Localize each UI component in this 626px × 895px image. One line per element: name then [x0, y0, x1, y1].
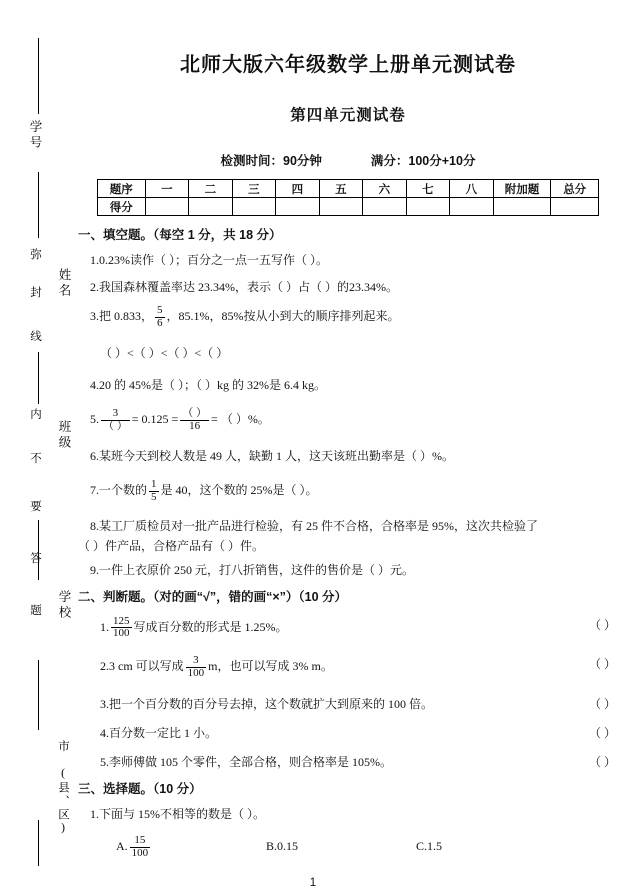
question-1-5-eq2: = （ ）%。 — [211, 411, 270, 426]
fraction-denominator[interactable]: （ ） — [103, 419, 128, 432]
seal-divider-5 — [38, 660, 39, 730]
seal-label-class: 班级 — [57, 420, 71, 451]
seal-char-7: 题 — [29, 604, 41, 618]
section-3-heading: 三、选择题。（10 分） — [78, 782, 202, 796]
choice-a[interactable] — [116, 835, 266, 860]
question-2-5-text: 5.李师傅做 105 个零件，全部合格，则合格率是 105%。 — [100, 755, 392, 769]
seal-label-student-id: 学号 — [28, 120, 42, 151]
question-1-8-line1: 8.某工厂质检员对一批产品进行检验，有 25 件不合格，合格率是 95%，这次共检验了 — [90, 519, 538, 534]
question-1-5-pre: 5. — [90, 411, 99, 426]
question-1-3-answer-line[interactable]: （ ）<（ ）<（ ）<（ ） — [100, 345, 229, 360]
exam-time-label: 检测时间：90分钟 — [220, 154, 322, 168]
score-cell-2[interactable] — [189, 198, 233, 216]
fraction-numerator: 125 — [113, 614, 130, 627]
score-cell-1[interactable] — [145, 198, 189, 216]
judge-mark-2[interactable]: （ ） — [588, 657, 616, 672]
seal-char-5: 要 — [29, 500, 41, 514]
fraction-numerator: 3 — [193, 654, 199, 667]
score-col-extra: 附加题 — [493, 180, 551, 198]
score-col-1: 一 — [145, 180, 189, 198]
question-2-3-text: 3.把一个百分数的百分号去掉，这个数就扩大到原来的 100 倍。 — [100, 697, 434, 711]
score-col-3: 三 — [232, 180, 276, 198]
section-2-heading: 二、判断题。（对的画“√”，错的画“×”）（10 分） — [78, 590, 348, 605]
score-cell-4[interactable] — [276, 198, 320, 216]
exam-info-line — [70, 151, 626, 169]
question-1-2: 2.我国森林覆盖率达 23.34%，表示（ ）占（ ）的23.34%。 — [90, 280, 398, 295]
score-table-row2-label: 得分 — [98, 198, 146, 216]
seal-char-4: 不 — [29, 452, 41, 466]
score-cell-5[interactable] — [319, 198, 363, 216]
seal-label-city: 市 (县、区) — [57, 740, 69, 836]
fraction-numerator: 15 — [134, 834, 146, 847]
question-2-2 — [100, 655, 620, 680]
choice-c[interactable]: C.1.5 — [416, 838, 443, 853]
fraction-125-100 — [111, 616, 132, 641]
score-col-2: 二 — [189, 180, 233, 198]
page-subtitle: 第四单元测试卷 — [290, 107, 406, 124]
seal-char-3: 内 — [29, 408, 41, 422]
fraction-denominator: 6 — [157, 317, 163, 329]
seal-divider-2 — [38, 172, 39, 238]
score-cell-7[interactable] — [406, 198, 450, 216]
question-1-3-post: ，85.1%，85%按从小到大的顺序排列起来。 — [166, 308, 400, 323]
fraction-denominator: 16 — [180, 420, 209, 433]
fraction-numerator: 5 — [157, 304, 163, 317]
score-col-6: 六 — [363, 180, 407, 198]
seal-divider-3 — [38, 352, 39, 404]
question-1-7 — [90, 479, 620, 504]
fraction-numerator: 3 — [112, 406, 119, 419]
choice-b[interactable]: B.0.15 — [266, 838, 299, 853]
score-col-total: 总分 — [551, 180, 599, 198]
fraction-numerator: 1 — [151, 477, 157, 490]
seal-divider-6 — [38, 820, 39, 866]
question-3-1-choices — [116, 835, 620, 860]
question-3-1: 1.下面与 15%不相等的数是（ ）。 — [90, 807, 265, 822]
score-table-row-label: 题序 — [98, 180, 146, 198]
seal-char-6: 答 — [29, 552, 41, 566]
section-1-heading: 一、填空题。（每空 1 分，共 18 分） — [78, 228, 282, 242]
full-score-label: 满分：100分+10分 — [370, 154, 476, 168]
score-col-5: 五 — [319, 180, 363, 198]
question-2-1 — [100, 616, 620, 641]
question-2-2-pre: 2.3 cm 可以写成 — [100, 659, 184, 674]
fraction-3-blank — [101, 408, 130, 433]
score-cell-extra[interactable] — [493, 198, 551, 216]
judge-mark-1[interactable]: （ ） — [588, 617, 616, 632]
question-2-2-post: m，也可以写成 3% m。 — [208, 659, 333, 674]
score-cell-6[interactable] — [363, 198, 407, 216]
score-table — [97, 179, 599, 216]
page-number: 1 — [309, 877, 317, 889]
question-1-3-pre: 3.把 0.833， — [90, 308, 154, 323]
question-2-1-post: 写成百分数的形式是 1.25%。 — [133, 619, 288, 634]
question-2-1-pre: 1. — [100, 619, 109, 634]
score-col-4: 四 — [276, 180, 320, 198]
question-1-7-pre: 7.一个数的 — [90, 482, 148, 497]
seal-divider-4 — [38, 520, 39, 580]
question-2-3 — [100, 695, 620, 713]
seal-char-1: 封 — [29, 286, 41, 300]
judge-mark-3[interactable]: （ ） — [588, 697, 616, 711]
fraction-1-5 — [149, 479, 159, 504]
question-1-1: 1.0.23%读作（ ）；百分之一点一五写作（ ）。 — [90, 253, 328, 268]
score-col-7: 七 — [406, 180, 450, 198]
seal-label-school: 学校 — [57, 590, 71, 621]
question-1-8-line2: （ ）件产品，合格产品有（ ）件。 — [78, 539, 265, 554]
score-cell-3[interactable] — [232, 198, 276, 216]
question-1-6: 6.某班今天到校人数是 49 人，缺勤 1 人，这天该班出勤率是（ ）%。 — [90, 448, 454, 463]
fraction-blank-16 — [180, 408, 209, 433]
table-row-score — [98, 198, 599, 216]
judge-mark-4[interactable]: （ ） — [588, 726, 616, 740]
question-2-5 — [100, 753, 620, 771]
score-cell-8[interactable] — [450, 198, 494, 216]
seal-label-name: 姓名 — [57, 268, 71, 299]
exam-content — [70, 0, 626, 895]
judge-mark-5[interactable]: （ ） — [588, 755, 616, 769]
question-1-7-post: 是 40，这个数的 25%是（ ）。 — [160, 482, 318, 497]
fraction-denominator: 5 — [151, 490, 157, 503]
score-col-8: 八 — [450, 180, 494, 198]
question-1-9: 9.一件上衣原价 250 元，打八折销售，这件的售价是（ ）元。 — [90, 563, 415, 578]
question-1-4: 4.20 的 45%是（ ）；（ ）kg 的 32%是 6.4 kg。 — [90, 377, 326, 392]
fraction-denominator: 100 — [113, 627, 130, 640]
question-2-4 — [100, 724, 620, 742]
question-1-5-eq1: = 0.125 = — [131, 411, 179, 426]
seal-char-0: 弥 — [29, 248, 41, 262]
question-1-3 — [90, 305, 620, 330]
fraction-3-100 — [186, 655, 207, 680]
table-row-header — [98, 180, 599, 198]
fraction-5-6 — [155, 305, 165, 330]
question-1-5 — [90, 408, 620, 433]
questions-area — [70, 229, 626, 860]
seal-char-2: 线 — [29, 330, 41, 344]
fraction-numerator[interactable]: （ ） — [182, 406, 208, 419]
question-2-4-text: 4.百分数一定比 1 小。 — [100, 726, 218, 740]
score-cell-total[interactable] — [551, 198, 599, 216]
seal-divider-1 — [38, 38, 39, 114]
fraction-denominator: 100 — [131, 847, 149, 859]
fraction-15-100 — [130, 835, 151, 860]
choice-a-prefix: A. — [116, 838, 128, 853]
fraction-denominator: 100 — [187, 667, 205, 680]
page-title: 北师大版六年级数学上册单元测试卷 — [180, 54, 516, 76]
